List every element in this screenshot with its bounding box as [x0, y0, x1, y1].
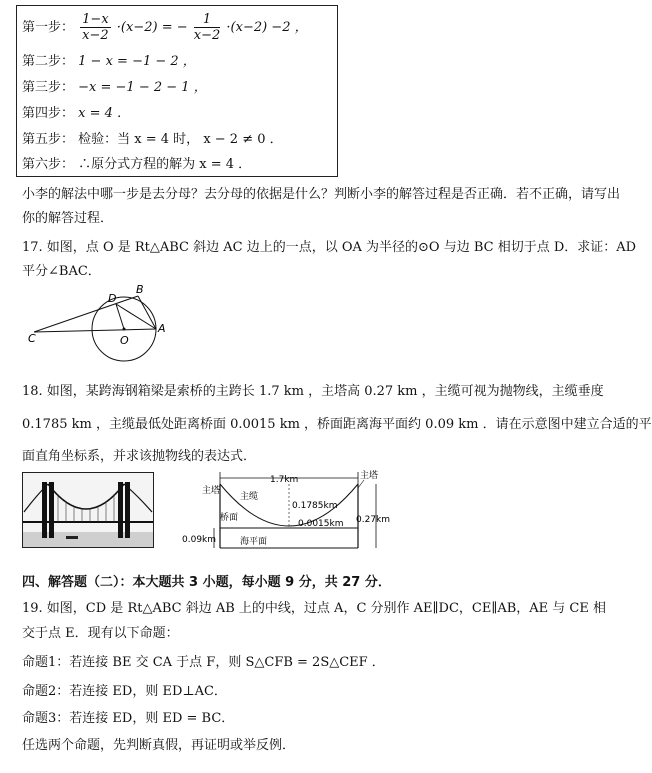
q16-line1: 小李的解法中哪一步是去分母？去分母的依据是什么？判断小李的解答过程是否正确．若不正确，请写出: [22, 187, 621, 202]
step-4: 第四步： x = 4 ．: [22, 106, 131, 121]
step-1: 第一步： $\frac{1-x}{x-2}$ ·(x−2) = − $\frac{1}{x-2}$ ·(x−2) −2 ，: [22, 12, 308, 43]
label-o: O: [120, 334, 129, 347]
q18-line2: 0.1785 km ，主缆最低处距离桥面 0.0015 km ，桥面距离海平面约 0.09 km ．请在示意图中建立合适的平: [22, 417, 652, 432]
q19-proposition-1: 命题1：若连接 BE 交 CA 于点 F，则 S△CFB = 2S△CEF ．: [22, 655, 385, 670]
step-3: 第三步： −x = −1 − 2 − 1 ，: [22, 80, 207, 95]
bridge-photo: [22, 472, 154, 548]
sea-label: 海平面: [240, 537, 268, 547]
section-heading: 四、解答题（二）：本大题共 3 小题，每小题 9 分，共 27 分．: [22, 575, 391, 590]
q19-instruction: 任选两个命题，先判断真假，再证明或举反例．: [22, 738, 296, 753]
q19-line2: 交于点 E．现有以下命题：: [22, 626, 179, 641]
step-6: 第六步： ∴原分式方程的解为 x = 4 ．: [22, 157, 252, 172]
cable-label: 主缆: [240, 492, 259, 502]
q19-proposition-2: 命题2：若连接 ED，则 ED⊥AC．: [22, 684, 227, 699]
step-5: 第五步： 检验：当 x = 4 时， x − 2 ≠ 0 ．: [22, 132, 283, 147]
fraction-2: $\frac{1}{x-2}$: [193, 12, 221, 43]
height-label: 0.27km: [356, 515, 391, 525]
q17-circle-figure: [20, 282, 170, 372]
q16-line2: 你的解答过程．: [22, 211, 114, 226]
low-label: 0.0015km: [298, 519, 344, 529]
segment-cb: [34, 296, 138, 332]
tower-right-label: 主塔: [360, 471, 379, 481]
q17-line1: 17. 如图，点 O 是 Rt△ABC 斜边 AC 边上的一点，以 OA 为半径的⊙O 与边 BC 相切于点 D．求证：AD: [22, 240, 637, 255]
deck-label: 桥面: [220, 513, 239, 523]
q18-line3: 面直角坐标系，并求该抛物线的表达式．: [22, 449, 257, 464]
tower-left-label: 主塔: [202, 486, 221, 496]
q18-line1: 18. 如图，某跨海钢箱梁是索桥的主跨长 1.7 km ，主塔高 0.27 km ，主缆可视为抛物线，主缆垂度: [22, 384, 604, 399]
sag-label: 0.1785km: [292, 501, 338, 511]
label-a: A: [158, 322, 166, 335]
segment-da: [116, 304, 156, 329]
deck-height-label: 0.09km: [182, 535, 217, 545]
segment-ca: [34, 329, 156, 332]
label-c: C: [28, 332, 36, 345]
label-d: D: [108, 292, 117, 305]
fraction-1: $\frac{1-x}{x-2}$: [82, 12, 109, 43]
step-2: 第二步： 1 − x = −1 − 2 ，: [22, 54, 196, 69]
q19-proposition-3: 命题3：若连接 ED，则 ED = BC．: [22, 711, 235, 726]
segment-ba: [138, 296, 156, 329]
label-b: B: [136, 283, 144, 296]
q19-line1: 19. 如图，CD 是 Rt△ABC 斜边 AB 上的中线，过点 A，C 分别作 AE∥DC，CE∥AB，AE 与 CE 相: [22, 601, 606, 616]
q17-line2: 平分∠BAC．: [22, 264, 101, 279]
bridge-diagram: [180, 466, 570, 556]
span-label: 1.7km: [270, 475, 299, 485]
